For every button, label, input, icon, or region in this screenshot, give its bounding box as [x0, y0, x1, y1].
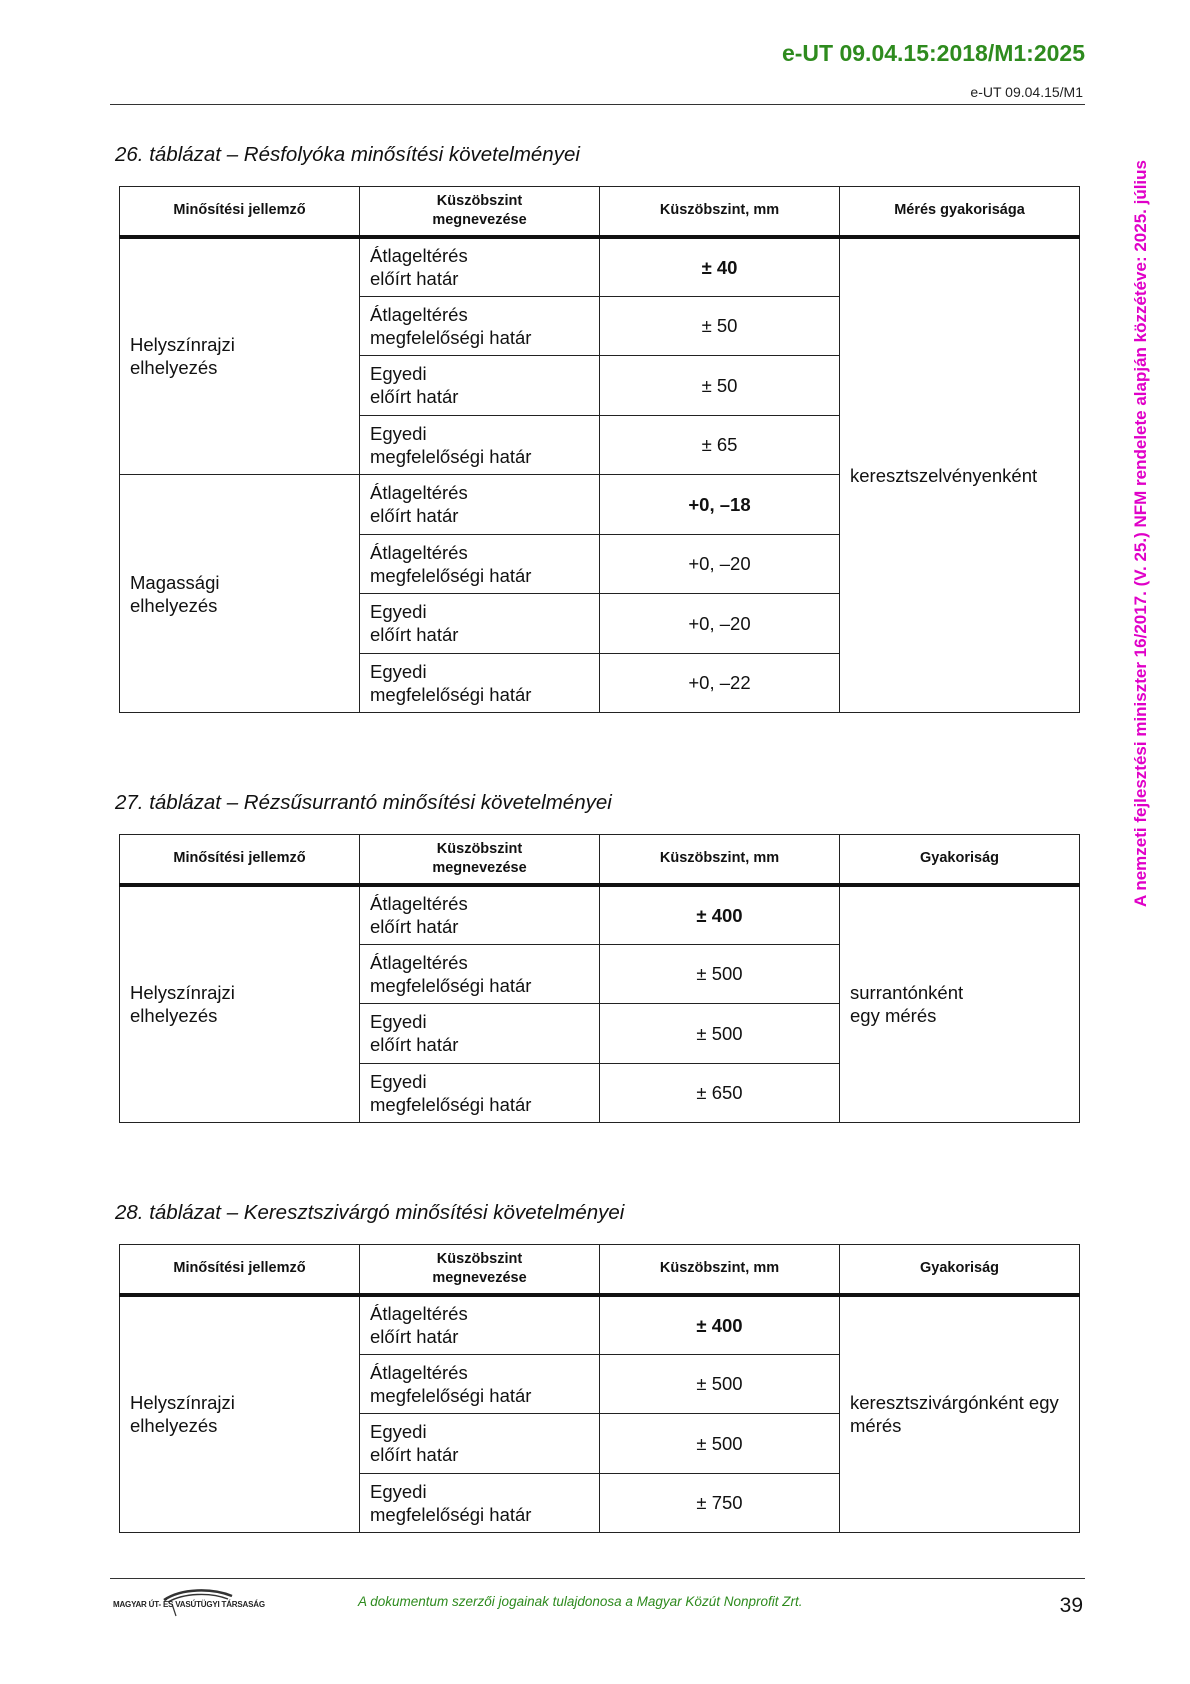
threshold-name-cell: Átlageltérés előírt határ	[360, 237, 600, 297]
copyright-notice: A dokumentum szerzői jogainak tulajdonosa a Magyar Közút Nonprofit Zrt.	[358, 1594, 803, 1609]
frequency-cell: keresztszelvényenként	[840, 237, 1080, 713]
table-header-row	[120, 187, 1080, 237]
header-threshold-mm: Küszöbszint, mm	[600, 1245, 840, 1295]
header-characteristic: Minősítési jellemző	[120, 187, 360, 237]
threshold-value-cell: +0, –20	[600, 534, 840, 594]
table-28-caption: 28. táblázat – Keresztszivárgó minősítési követelményei	[115, 1201, 625, 1224]
threshold-value-cell: ± 50	[600, 296, 840, 356]
table-row	[120, 885, 1080, 945]
threshold-value-cell: ± 500	[600, 1354, 840, 1414]
threshold-value-cell: +0, –22	[600, 653, 840, 713]
threshold-value-cell: ± 65	[600, 415, 840, 475]
frequency-cell: surrantónként egy mérés	[840, 885, 1080, 1123]
threshold-name-cell: Átlageltérés előírt határ	[360, 475, 600, 535]
characteristic-cell: Helyszínrajzi elhelyezés	[120, 237, 360, 475]
header-threshold-name: Küszöbszint megnevezése	[360, 835, 600, 885]
threshold-name-cell: Átlageltérés előírt határ	[360, 1295, 600, 1355]
characteristic-cell: Helyszínrajzi elhelyezés	[120, 885, 360, 1123]
table-row	[120, 237, 1080, 297]
footer-divider	[110, 1578, 1085, 1579]
table-27	[119, 834, 1080, 1123]
page-number: 39	[1059, 1594, 1083, 1617]
threshold-value-cell: +0, –20	[600, 594, 840, 654]
table-27-caption: 27. táblázat – Rézsűsurrantó minősítési követelményei	[115, 791, 612, 814]
characteristic-cell: Helyszínrajzi elhelyezés	[120, 1295, 360, 1533]
threshold-value-cell: ± 40	[600, 237, 840, 297]
header-characteristic: Minősítési jellemző	[120, 835, 360, 885]
society-logo-text: MAGYAR ÚT- ÉS VASÚTÜGYI TÁRSASÁG	[113, 1600, 265, 1609]
frequency-cell: keresztszivárgónként egy mérés	[840, 1295, 1080, 1533]
threshold-value-cell: ± 650	[600, 1063, 840, 1123]
threshold-value-cell: ± 750	[600, 1473, 840, 1533]
threshold-name-cell: Egyedi megfelelőségi határ	[360, 1473, 600, 1533]
threshold-name-cell: Egyedi megfelelőségi határ	[360, 415, 600, 475]
header-threshold-name: Küszöbszint megnevezése	[360, 1245, 600, 1295]
characteristic-cell: Magassági elhelyezés	[120, 475, 360, 713]
threshold-value-cell: ± 500	[600, 944, 840, 1004]
header-frequency: Gyakoriság	[840, 835, 1080, 885]
publication-note: A nemzeti fejlesztési miniszter 16/2017. (V. 25.) NFM rendelete alapján közzétéve: 2025. július	[1131, 160, 1150, 908]
threshold-name-cell: Egyedi előírt határ	[360, 1414, 600, 1474]
header-frequency: Gyakoriság	[840, 1245, 1080, 1295]
threshold-name-cell: Átlageltérés megfelelőségi határ	[360, 534, 600, 594]
header-threshold-mm: Küszöbszint, mm	[600, 835, 840, 885]
threshold-name-cell: Egyedi előírt határ	[360, 594, 600, 654]
threshold-name-cell: Egyedi megfelelőségi határ	[360, 1063, 600, 1123]
header-threshold-name: Küszöbszint megnevezése	[360, 187, 600, 237]
header-characteristic: Minősítési jellemző	[120, 1245, 360, 1295]
table-row	[120, 1295, 1080, 1355]
header-frequency: Mérés gyakorisága	[840, 187, 1080, 237]
threshold-value-cell: ± 500	[600, 1414, 840, 1474]
threshold-value-cell: ± 400	[600, 1295, 840, 1355]
table-28	[119, 1244, 1080, 1533]
document-code: e-UT 09.04.15:2018/M1:2025	[781, 40, 1085, 66]
threshold-value-cell: +0, –18	[600, 475, 840, 535]
table-26	[119, 186, 1080, 713]
threshold-name-cell: Átlageltérés megfelelőségi határ	[360, 944, 600, 1004]
threshold-name-cell: Átlageltérés előírt határ	[360, 885, 600, 945]
table-26-caption: 26. táblázat – Résfolyóka minősítési követelményei	[115, 143, 580, 166]
threshold-name-cell: Egyedi megfelelőségi határ	[360, 653, 600, 713]
table-header-row	[120, 835, 1080, 885]
table-header-row	[120, 1245, 1080, 1295]
threshold-value-cell: ± 50	[600, 356, 840, 416]
document-code-short: e-UT 09.04.15/M1	[970, 84, 1083, 100]
header-divider	[110, 104, 1085, 105]
header-threshold-mm: Küszöbszint, mm	[600, 187, 840, 237]
threshold-name-cell: Átlageltérés megfelelőségi határ	[360, 1354, 600, 1414]
threshold-name-cell: Átlageltérés megfelelőségi határ	[360, 296, 600, 356]
threshold-value-cell: ± 400	[600, 885, 840, 945]
threshold-name-cell: Egyedi előírt határ	[360, 356, 600, 416]
threshold-name-cell: Egyedi előírt határ	[360, 1004, 600, 1064]
threshold-value-cell: ± 500	[600, 1004, 840, 1064]
